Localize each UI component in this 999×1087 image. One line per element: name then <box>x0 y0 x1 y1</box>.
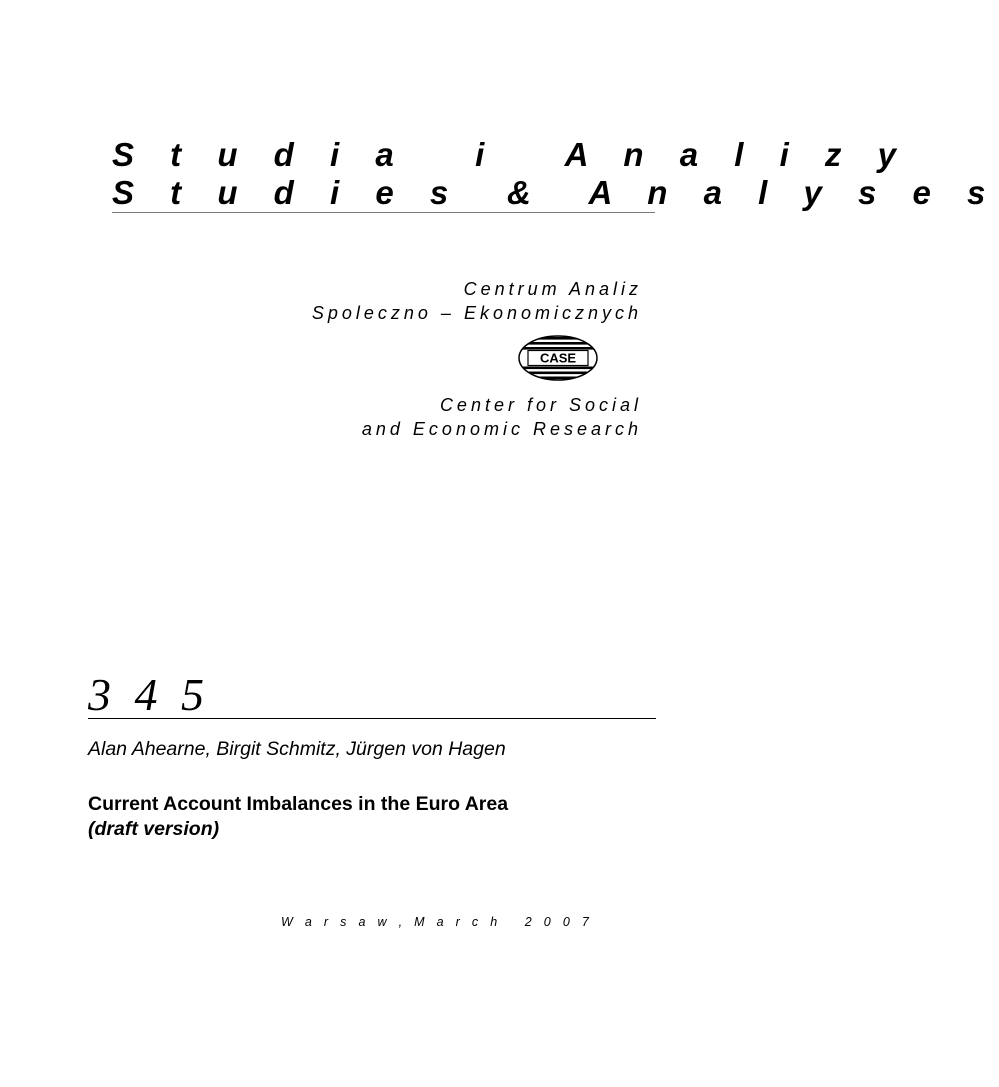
institution-name-english-line1: Center for Social <box>439 395 642 415</box>
place-and-date: W a r s a w , M a r c h 2 0 0 7 <box>281 915 594 929</box>
series-title-polish: S t u d i a i A n a l i z y <box>112 136 910 173</box>
institution-name-polish-line1: Centrum Analiz <box>463 279 642 299</box>
series-title-english: S t u d i e s & A n a l y s e s <box>112 174 999 211</box>
case-logo-text: CASE <box>539 350 577 366</box>
institution-name-polish-line2: Spoleczno – Ekonomicznych <box>311 303 642 323</box>
issue-divider <box>88 718 656 719</box>
case-logo <box>518 335 598 381</box>
institution-name-english-line2: and Economic Research <box>361 419 642 439</box>
issue-number: 3 4 5 <box>88 669 210 720</box>
paper-title: Current Account Imbalances in the Euro Area <box>88 793 509 815</box>
paper-subtitle: (draft version) <box>88 818 220 840</box>
header-divider <box>112 212 655 213</box>
authors: Alan Ahearne, Birgit Schmitz, Jürgen von Hagen <box>88 738 506 760</box>
